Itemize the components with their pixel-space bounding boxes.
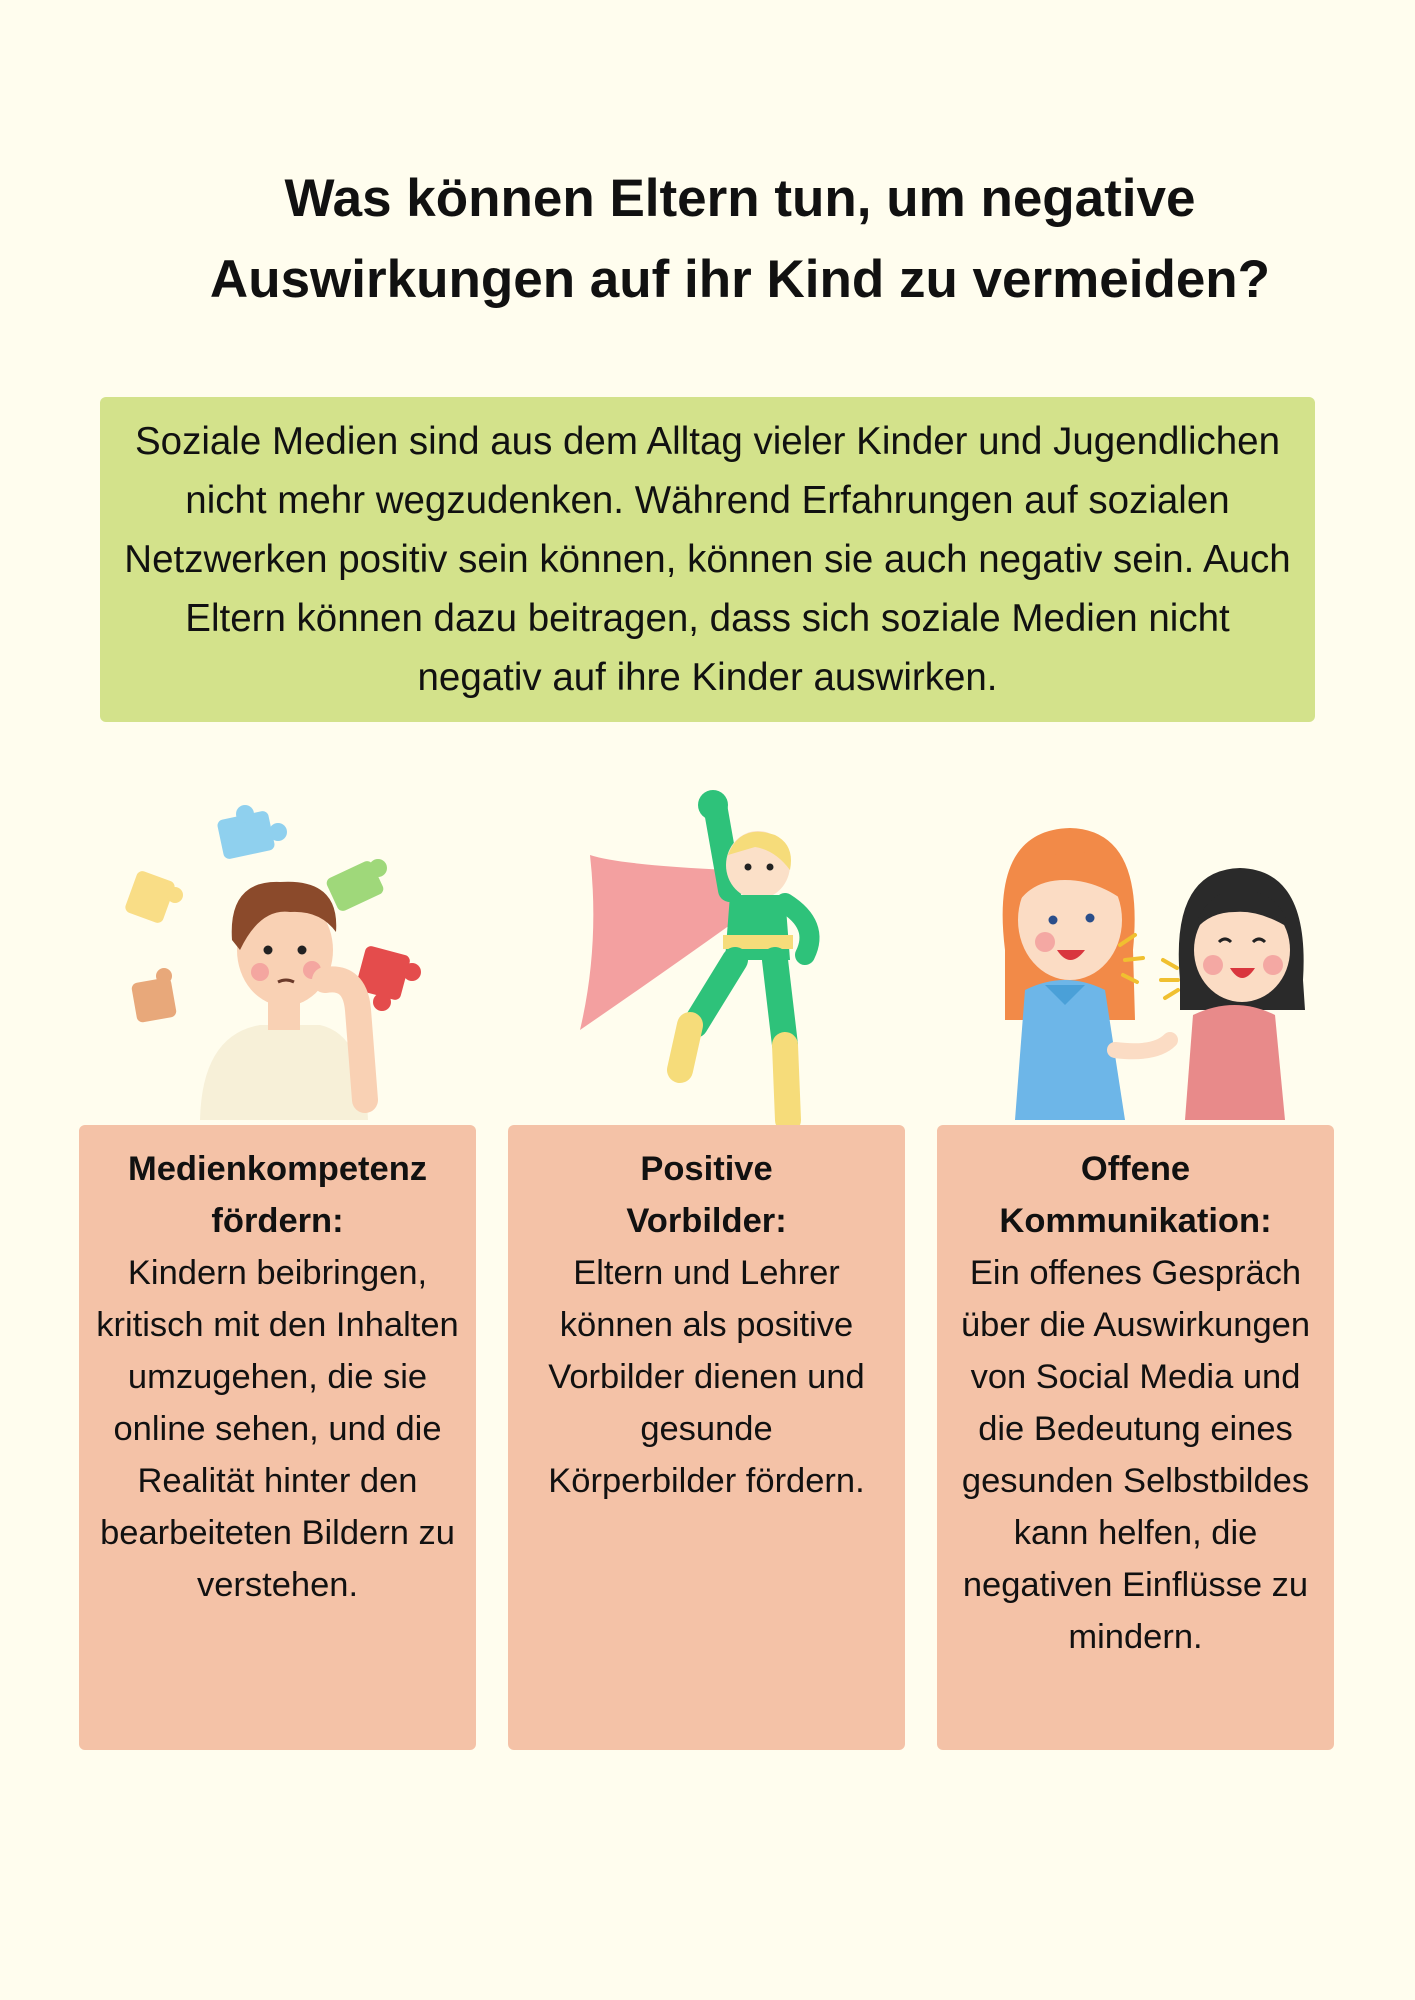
title-line-2: Auswirkungen auf ihr Kind zu vermeiden?	[209, 250, 1271, 309]
card-text: Kindern beibringen, kritisch mit den Inhalten umzugehen, die sie online sehen, und die Realität hinter den bearbeiteten Bildern zu verstehen.	[96, 1254, 459, 1604]
card-title: Positive Vorbilder:	[626, 1150, 787, 1240]
card-text: Ein offenes Gespräch über die Auswirkungen von Social Media und die Bedeutung eines gesunden Selbstbildes kann helfen, die negativen Einflüsse zu mindern.	[960, 1254, 1311, 1656]
card-text: Eltern und Lehrer können als positive Vorbilder dienen und gesunde Körperbilder fördern.	[548, 1254, 865, 1500]
puzzle-piece-blue-icon	[216, 805, 287, 860]
card-positive-vorbilder	[508, 1125, 905, 1750]
card-medienkompetenz	[79, 1125, 476, 1750]
thinking-boy-puzzle-illustration	[120, 800, 440, 1120]
page-title	[100, 158, 1380, 320]
puzzle-piece-orange-icon	[131, 968, 177, 1023]
puzzle-piece-green-icon	[325, 859, 387, 913]
card-title: Medienkompetenz fördern:	[127, 1150, 428, 1240]
intro-box	[100, 397, 1315, 722]
intro-text: Soziale Medien sind aus dem Alltag vieler Kinder und Jugendlichen nicht mehr wegzudenken. Während Erfahrungen auf sozialen Netzwerken positiv sein können, können sie auch negativ sein. Auch Eltern können dazu beitragen, dass sich soziale Medien nicht negativ auf ihre Kinder auswirken.	[124, 420, 1291, 699]
puzzle-piece-yellow-icon	[124, 869, 183, 924]
card-title: Offene Kommunikation:	[999, 1150, 1272, 1240]
talking-girls-illustration	[985, 810, 1315, 1120]
superhero-illustration	[580, 785, 850, 1125]
title-line-1: Was können Eltern tun, um negative	[284, 169, 1196, 228]
card-offene-kommunikation	[937, 1125, 1334, 1750]
